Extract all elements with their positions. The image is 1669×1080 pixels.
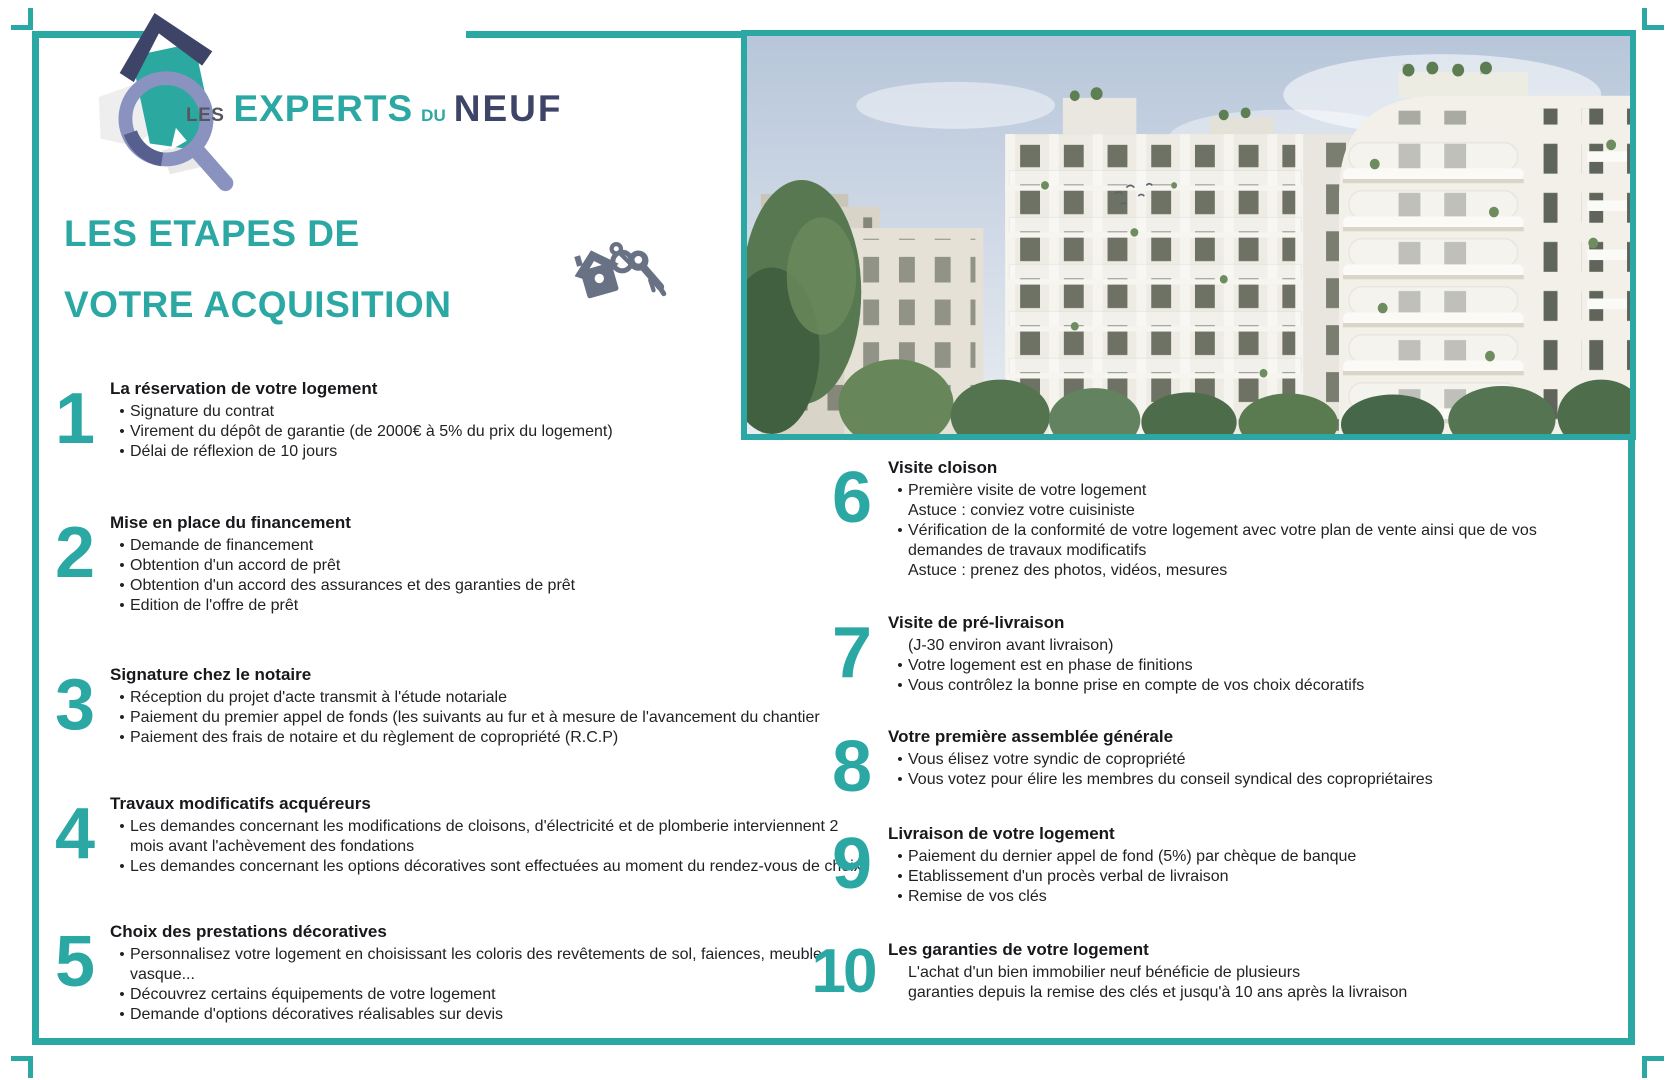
- step-line-text: Demande d'options décoratives réalisables sur devis: [130, 1006, 504, 1023]
- bullet-marker: [892, 983, 908, 1003]
- bullet-marker: •: [897, 868, 903, 885]
- step: [822, 824, 1356, 907]
- step-lines: [888, 636, 1364, 696]
- step-line: [888, 521, 1537, 541]
- step-line: [888, 561, 1537, 581]
- bullet-marker: •: [119, 403, 125, 420]
- step-line-text: Remise de vos clés: [908, 888, 1047, 905]
- step-number: 1: [54, 379, 94, 459]
- step: [822, 727, 1433, 807]
- step-line-text: Astuce : conviez votre cuisiniste: [908, 502, 1135, 519]
- step-number: 9: [831, 824, 871, 904]
- bullet-marker: •: [897, 888, 903, 905]
- bullet-marker: •: [119, 709, 125, 726]
- step-line: [110, 965, 822, 985]
- brand-word-neuf: NEUF: [453, 88, 563, 129]
- bullet-marker: [892, 636, 908, 656]
- bullet-marker: •: [119, 818, 125, 835]
- step-lines: [888, 481, 1537, 581]
- step-line-text: Les demandes concernant les modifications de cloisons, d'électricité et de plomberie interviennent 2: [130, 818, 839, 835]
- step: [46, 379, 613, 462]
- step: [822, 458, 1537, 581]
- step-line-text: garanties depuis la remise des clés et jusqu'à 10 ans après la livraison: [908, 984, 1408, 1001]
- brand-word-les: LES: [186, 105, 225, 126]
- bullet-marker: •: [897, 657, 903, 674]
- step-line-text: demandes de travaux modificatifs: [908, 542, 1147, 559]
- step-line-text: Vérification de la conformité de votre logement avec votre plan de vente ainsi que de vos: [908, 522, 1537, 539]
- step-line-text: Obtention d'un accord de prêt: [130, 557, 341, 574]
- bullet-marker: •: [119, 946, 125, 963]
- step-heading: Livraison de votre logement: [888, 824, 1115, 843]
- step: [46, 794, 862, 877]
- step-line-text: Signature du contrat: [130, 403, 275, 420]
- step-line-text: Obtention d'un accord des assurances et des garanties de prêt: [130, 577, 576, 594]
- step-line: [888, 481, 1537, 501]
- step-heading: Les garanties de votre logement: [888, 940, 1149, 959]
- step-line-text: Paiement du premier appel de fonds (les suivants au fur et à mesure de l'avancement du chantier: [130, 709, 820, 726]
- step-line: [888, 676, 1364, 696]
- bullet-marker: •: [119, 443, 125, 460]
- step-line-text: Personnalisez votre logement en choisissant les coloris des revêtements de sol, faiences, meuble: [130, 946, 822, 963]
- step-line-text: Paiement des frais de notaire et du règlement de copropriété (R.C.P): [130, 729, 619, 746]
- step-lines: [110, 817, 862, 877]
- step-line: [110, 688, 820, 708]
- step-line: [110, 422, 613, 442]
- step-line: [888, 983, 1407, 1003]
- bullet-marker: [892, 541, 908, 561]
- step-heading: La réservation de votre logement: [110, 379, 378, 398]
- step-line: [110, 442, 613, 462]
- step-line: [888, 750, 1433, 770]
- step-lines: [888, 963, 1407, 1003]
- bullet-marker: •: [897, 771, 903, 788]
- bullet-marker: •: [119, 423, 125, 440]
- step-line: [888, 541, 1537, 561]
- corner-mark-top-right: [1642, 8, 1664, 30]
- step-line: [888, 887, 1356, 907]
- step-line: [110, 556, 575, 576]
- step-line: [110, 596, 575, 616]
- brand-word-du: DU: [421, 106, 446, 125]
- bullet-marker: •: [119, 577, 125, 594]
- step-line: [110, 536, 575, 556]
- corner-mark-bottom-right: [1642, 1056, 1664, 1078]
- step-line: [110, 985, 822, 1005]
- bullet-marker: •: [119, 858, 125, 875]
- step-line: [110, 837, 862, 857]
- step-line: [110, 857, 862, 877]
- step-heading: Visite de pré-livraison: [888, 613, 1065, 632]
- step: [46, 922, 822, 1025]
- step-line-text: Première visite de votre logement: [908, 482, 1147, 499]
- step-line-text: Découvrez certains équipements de votre logement: [130, 986, 496, 1003]
- step-lines: [110, 402, 613, 462]
- step-number: 2: [54, 513, 94, 593]
- step-line-text: Etablissement d'un procès verbal de livraison: [908, 868, 1229, 885]
- corner-mark-top-left: [11, 8, 33, 30]
- brand-word-experts: EXPERTS: [233, 88, 414, 129]
- step-line: [110, 945, 822, 965]
- step-line-text: Astuce : prenez des photos, vidéos, mesures: [908, 562, 1228, 579]
- step-line: [888, 656, 1364, 676]
- brand-wordmark: [186, 88, 562, 130]
- step-line-text: Demande de financement: [130, 537, 314, 554]
- page-title-line2: VOTRE ACQUISITION: [64, 284, 452, 325]
- bullet-marker: [114, 965, 130, 985]
- step-line-text: vasque...: [130, 966, 195, 983]
- step: [46, 513, 575, 616]
- step-heading: Signature chez le notaire: [110, 665, 312, 684]
- step-line: [888, 501, 1537, 521]
- step-line: [888, 867, 1356, 887]
- bullet-marker: [114, 837, 130, 857]
- step-heading: Visite cloison: [888, 458, 998, 477]
- bullet-marker: •: [119, 689, 125, 706]
- house-keys-icon: [562, 234, 668, 322]
- step-lines: [110, 688, 820, 748]
- step-line: [110, 817, 862, 837]
- step-number: 5: [54, 922, 94, 1002]
- page-title: [64, 198, 451, 340]
- bullet-marker: •: [897, 751, 903, 768]
- step: [46, 665, 820, 748]
- step-number: 7: [831, 613, 871, 693]
- step-line: [888, 636, 1364, 656]
- bullet-marker: •: [119, 729, 125, 746]
- bullet-marker: [892, 561, 908, 581]
- step-line-text: mois avant l'achèvement des fondations: [130, 838, 415, 855]
- step-heading: Votre première assemblée générale: [888, 727, 1174, 746]
- bullet-marker: [892, 963, 908, 983]
- step-line: [110, 1005, 822, 1025]
- step-line: [888, 963, 1407, 983]
- step-line-text: Virement du dépôt de garantie (de 2000€ à 5% du prix du logement): [130, 423, 613, 440]
- step-line-text: (J-30 environ avant livraison): [908, 637, 1114, 654]
- step-line: [888, 847, 1356, 867]
- bullet-marker: •: [897, 482, 903, 499]
- step-lines: [110, 945, 822, 1025]
- step-line: [110, 728, 820, 748]
- bullet-marker: [892, 501, 908, 521]
- building-illustration: [747, 36, 1630, 434]
- bullet-marker: •: [119, 986, 125, 1003]
- step-line: [888, 770, 1433, 790]
- step-heading: Travaux modificatifs acquéreurs: [110, 794, 371, 813]
- step-line-text: Paiement du dernier appel de fond (5%) par chèque de banque: [908, 848, 1357, 865]
- step: [822, 613, 1364, 696]
- step-line: [110, 402, 613, 422]
- bullet-marker: •: [119, 1006, 125, 1023]
- step-line-text: Edition de l'offre de prêt: [130, 597, 299, 614]
- step-heading: Mise en place du financement: [110, 513, 351, 532]
- bullet-marker: •: [897, 677, 903, 694]
- step-line-text: Votre logement est en phase de finitions: [908, 657, 1193, 674]
- bullet-marker: •: [119, 537, 125, 554]
- step-heading: Choix des prestations décoratives: [110, 922, 387, 941]
- step-lines: [888, 750, 1433, 790]
- step-line-text: Vous élisez votre syndic de copropriété: [908, 751, 1186, 768]
- page-title-line1: LES ETAPES DE: [64, 213, 360, 254]
- bullet-marker: •: [897, 848, 903, 865]
- step-number: 8: [831, 727, 871, 807]
- step-number: 10: [811, 937, 875, 1006]
- bullet-marker: •: [897, 522, 903, 539]
- step-line-text: Réception du projet d'acte transmit à l'étude notariale: [130, 689, 507, 706]
- step-line-text: Délai de réflexion de 10 jours: [130, 443, 338, 460]
- step-number: 4: [54, 794, 94, 874]
- step-line-text: Vous contrôlez la bonne prise en compte de vos choix décoratifs: [908, 677, 1365, 694]
- step-line: [110, 708, 820, 728]
- bullet-marker: •: [119, 557, 125, 574]
- step-line-text: L'achat d'un bien immobilier neuf bénéficie de plusieurs: [908, 964, 1301, 981]
- step-number: 3: [54, 665, 94, 745]
- corner-mark-bottom-left: [11, 1056, 33, 1078]
- building-photo: [741, 30, 1636, 440]
- step-number: 6: [831, 458, 871, 538]
- step-lines: [110, 536, 575, 616]
- step-line: [110, 576, 575, 596]
- step: [806, 937, 1408, 1006]
- step-lines: [888, 847, 1356, 907]
- step-line-text: Les demandes concernant les options décoratives sont effectuées au moment du rendez-vous de choix: [130, 858, 862, 875]
- step-line-text: Vous votez pour élire les membres du conseil syndical des copropriétaires: [908, 771, 1433, 788]
- bullet-marker: •: [119, 597, 125, 614]
